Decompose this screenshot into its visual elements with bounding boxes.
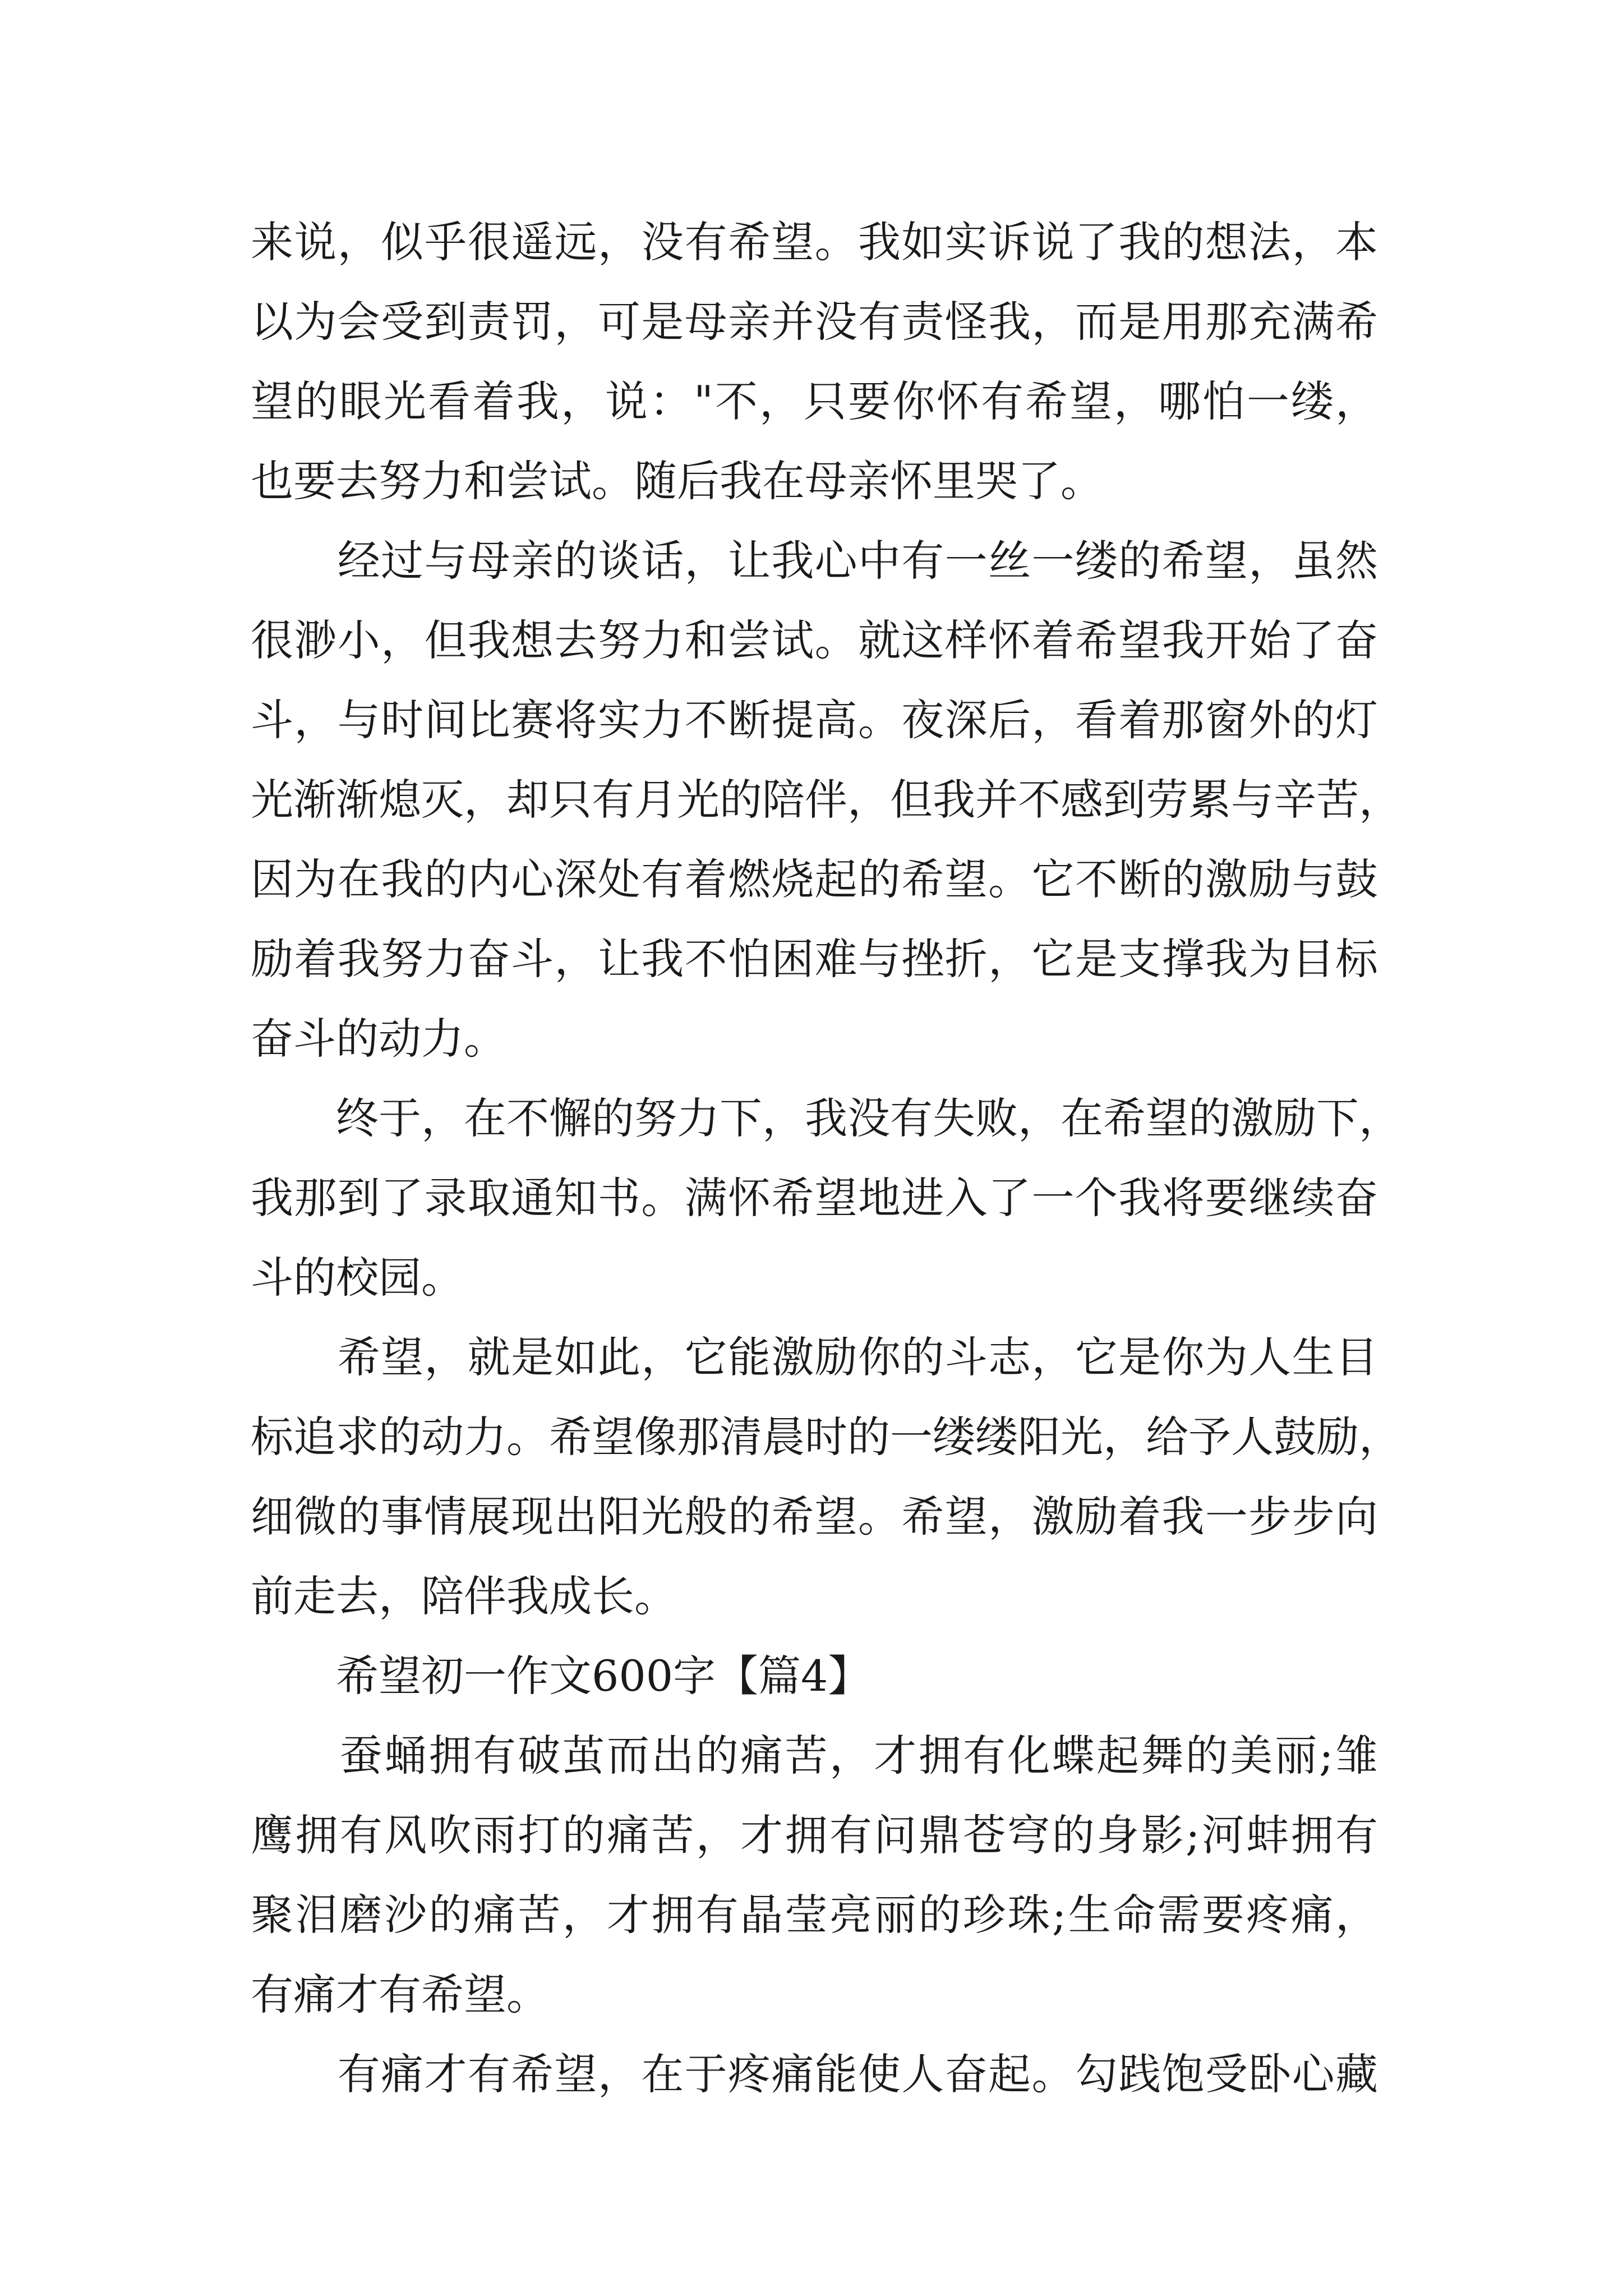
text-line: 奋斗的动力。: [251, 1014, 506, 1064]
text-line: 望的眼光看着我，说："不，只要你怀有希望，哪怕一缕，: [251, 376, 1378, 426]
text-line: 我那到了录取通知书。满怀希望地进入了一个我将要继续奋: [251, 1173, 1378, 1223]
text-line: 有痛才有希望。: [251, 1970, 549, 2019]
text-line: 蚕蛹拥有破茧而出的痛苦，才拥有化蝶起舞的美丽;雏: [251, 1731, 1378, 1780]
text-line: 标追求的动力。希望像那清晨时的一缕缕阳光，给予人鼓励，: [251, 1412, 1401, 1462]
text-line: 斗的校园。: [251, 1253, 464, 1303]
text-line: 光渐渐熄灭，却只有月光的陪伴，但我并不感到劳累与辛苦，: [251, 775, 1401, 825]
text-line: 来说，似乎很遥远，没有希望。我如实诉说了我的想法，本: [251, 217, 1378, 267]
text-line: 希望，就是如此，它能激励你的斗志，它是你为人生目: [251, 1332, 1378, 1382]
text-line: 以为会受到责罚，可是母亲并没有责怪我，而是用那充满希: [251, 297, 1378, 347]
text-line: 聚泪磨沙的痛苦，才拥有晶莹亮丽的珍珠;生命需要疼痛，: [251, 1890, 1378, 1940]
section-heading: 希望初一作文600字【篇4】: [251, 1651, 871, 1701]
text-line: 也要去努力和尝试。随后我在母亲怀里哭了。: [251, 456, 1103, 506]
text-line: 终于，在不懈的努力下，我没有失败，在希望的激励下，: [251, 1093, 1401, 1143]
text-line: 前走去，陪伴我成长。: [251, 1571, 677, 1621]
text-line: 鹰拥有风吹雨打的痛苦，才拥有问鼎苍穹的身影;河蚌拥有: [251, 1810, 1378, 1860]
text-line: 因为在我的内心深处有着燃烧起的希望。它不断的激励与鼓: [251, 854, 1378, 904]
text-line: 斗，与时间比赛将实力不断提高。夜深后，看着那窗外的灯: [251, 695, 1378, 745]
text-line: 有痛才有希望，在于疼痛能使人奋起。勾践饱受卧心藏: [251, 2049, 1378, 2099]
text-line: 经过与母亲的谈话，让我心中有一丝一缕的希望，虽然: [251, 536, 1378, 586]
text-line: 细微的事情展现出阳光般的希望。希望，激励着我一步步向: [251, 1492, 1378, 1542]
text-line: 很渺小，但我想去努力和尝试。就这样怀着希望我开始了奋: [251, 615, 1378, 665]
text-line: 励着我努力奋斗，让我不怕困难与挫折，它是支撑我为目标: [251, 934, 1378, 984]
